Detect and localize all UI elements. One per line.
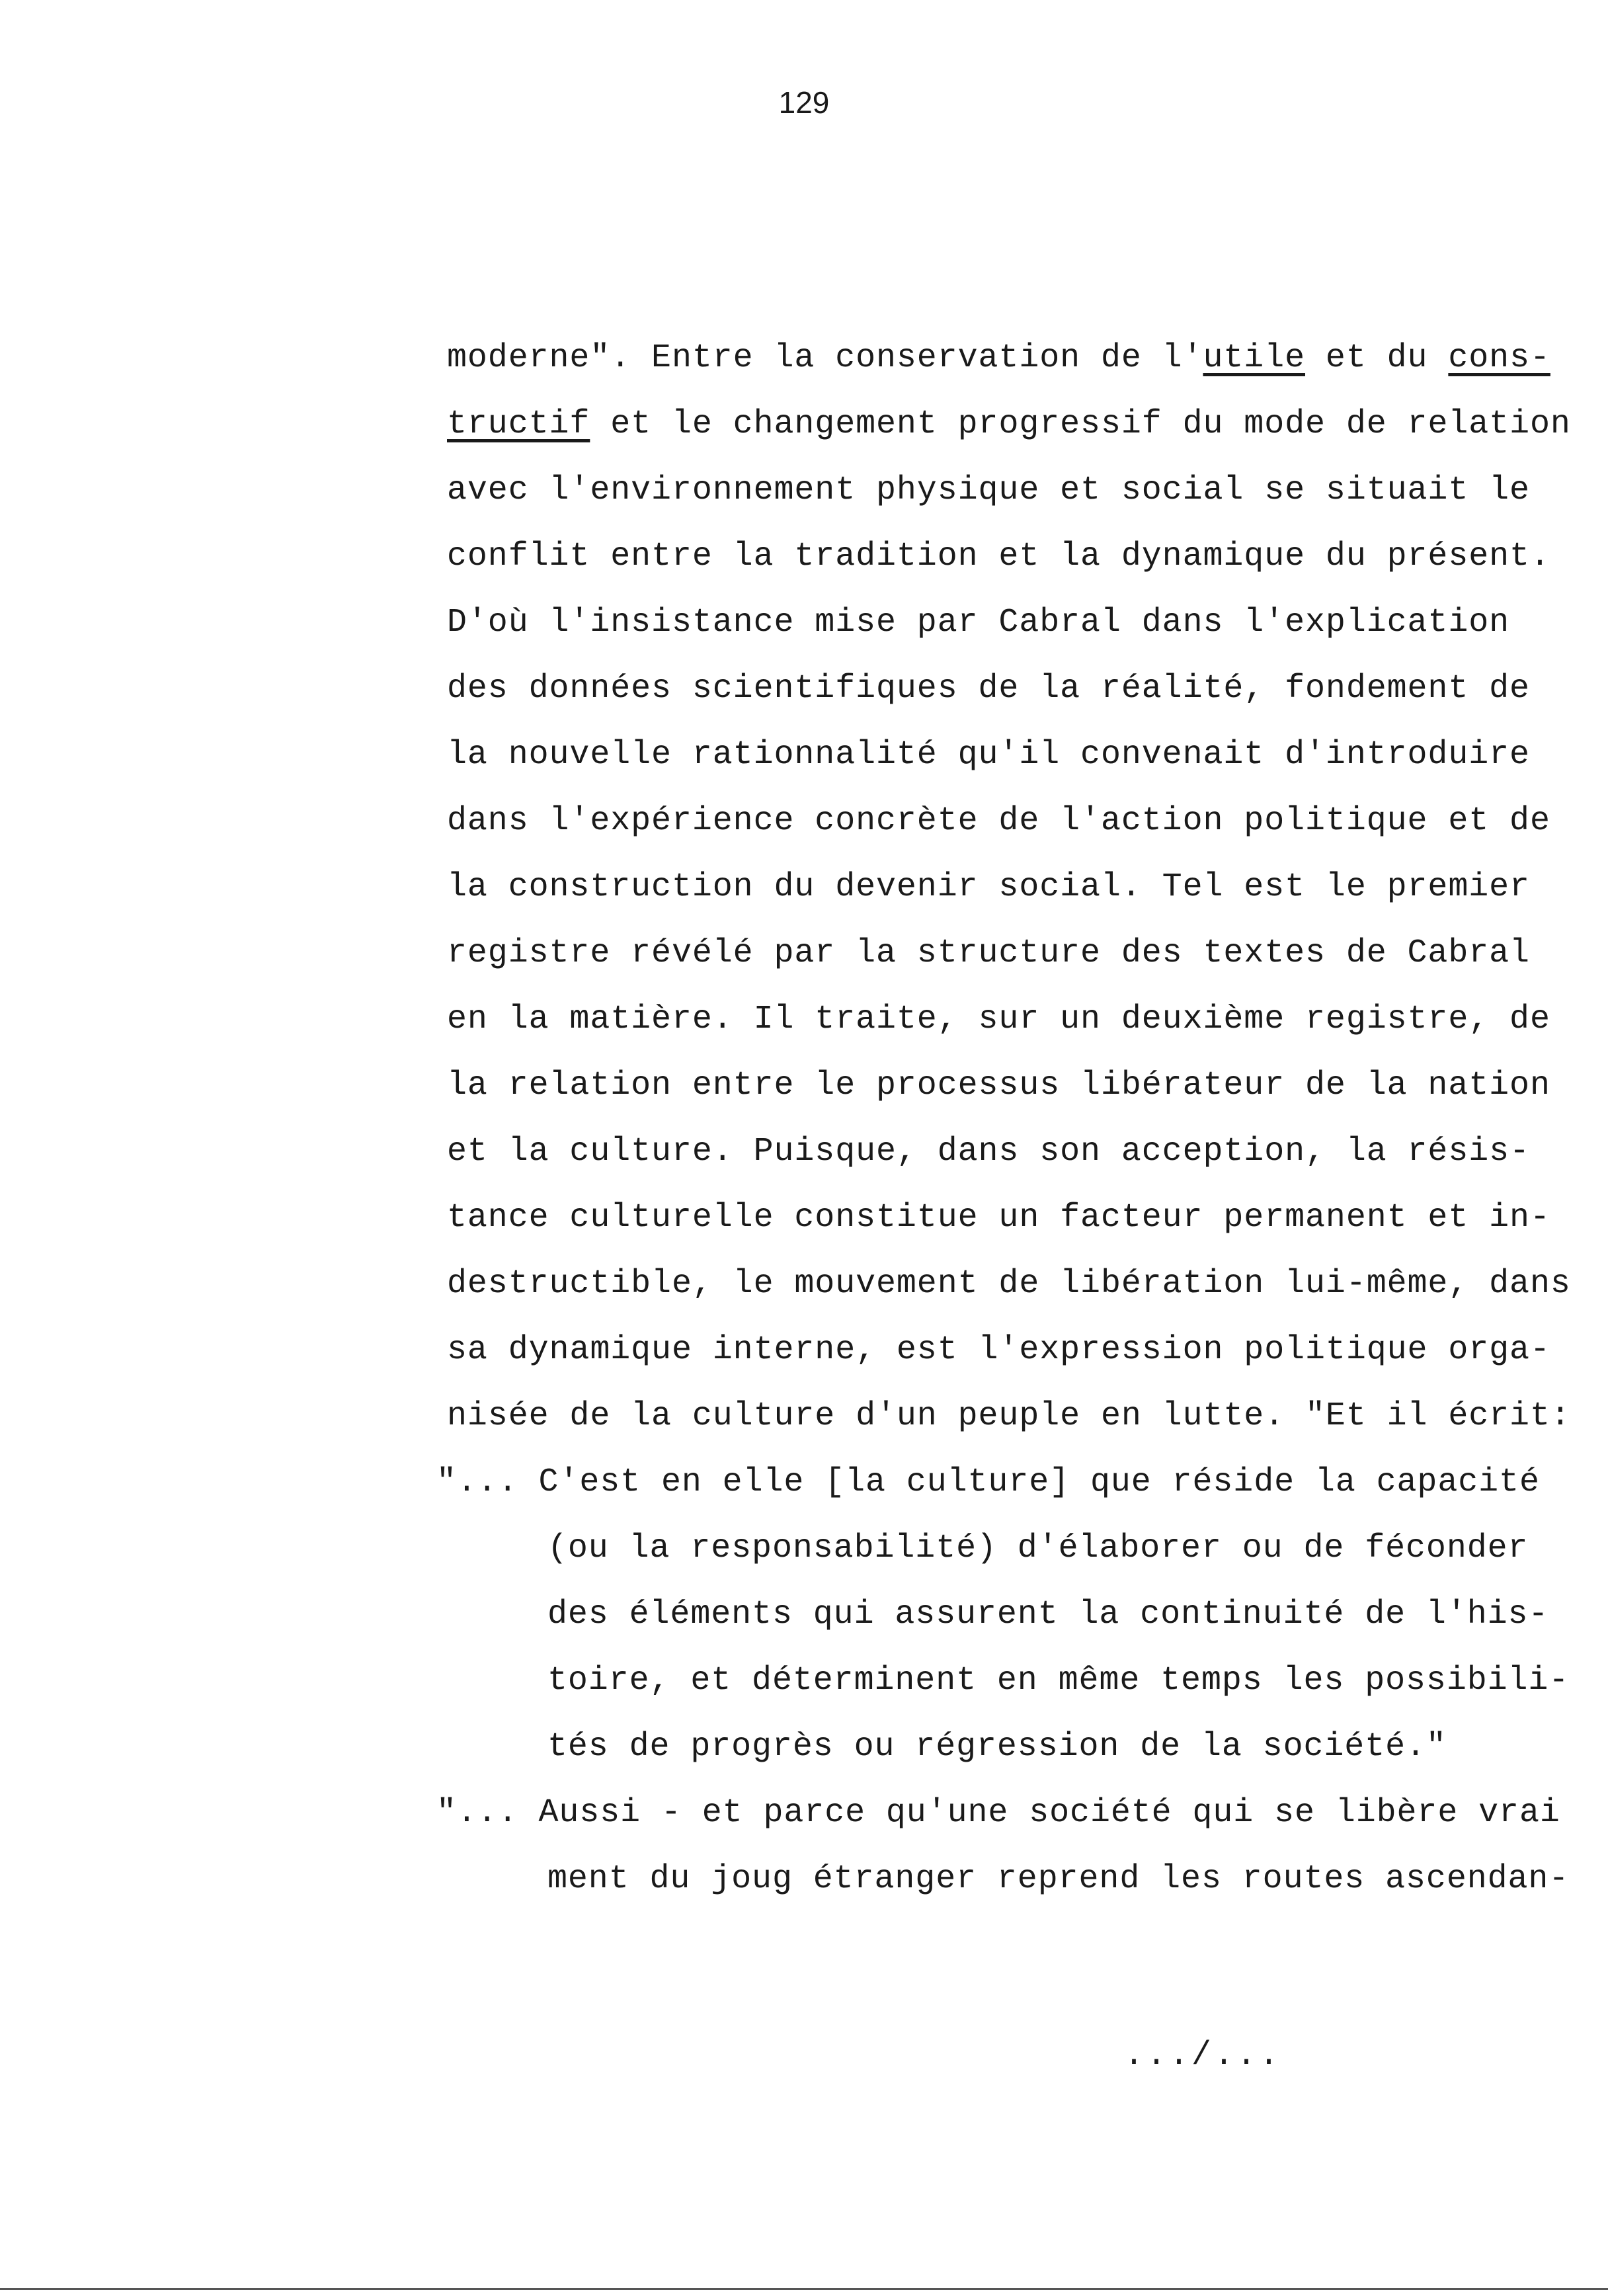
quote-line: (ou la responsabilité) d'élaborer ou de féconder	[547, 1530, 1529, 1567]
paragraph-line: la relation entre le processus libérateur de la nation	[447, 1067, 1550, 1104]
quote-line: toire, et déterminent en même temps les possibili-	[547, 1662, 1570, 1700]
paragraph-line: la nouvelle rationnalité qu'il convenait d'introduire	[447, 736, 1530, 774]
quote-line: "... Aussi - et parce qu'une société qui se libère vrai	[436, 1794, 1560, 1832]
paragraph-line: dans l'expérience concrète de l'action politique et de	[447, 802, 1550, 840]
bottom-rule	[0, 2288, 1608, 2290]
paragraph-line: en la matière. Il traite, sur un deuxième registre, de	[447, 1001, 1550, 1038]
paragraph-line: destructible, le mouvement de libération lui-même, dans	[447, 1265, 1571, 1303]
continuation-mark: .../...	[1124, 2037, 1282, 2074]
quote-line: "... C'est en elle [la culture] que réside la capacité	[436, 1463, 1540, 1501]
underlined-word: tructif	[447, 405, 590, 443]
paragraph-line: des données scientifiques de la réalité, fondement de	[447, 670, 1530, 708]
paragraph-line: nisée de la culture d'un peuple en lutte. "Et il écrit:	[447, 1397, 1571, 1435]
underlined-word: utile	[1203, 339, 1306, 377]
body-text	[436, 325, 1584, 1912]
paragraph-line: moderne". Entre la conservation de l'utile et du cons-	[447, 339, 1550, 377]
quote-line: tés de progrès ou régression de la société."	[547, 1728, 1447, 1766]
paragraph-line: et la culture. Puisque, dans son acception, la résis-	[447, 1133, 1530, 1170]
paragraph-line: tructif et le changement progressif du mode de relation	[447, 405, 1571, 443]
paragraph-line: avec l'environnement physique et social se situait le	[447, 472, 1530, 509]
paragraph-line: registre révélé par la structure des textes de Cabral	[447, 934, 1530, 972]
underlined-word: cons-	[1448, 339, 1550, 377]
page-number: 129	[778, 85, 830, 120]
quote-line: ment du joug étranger reprend les routes ascendan-	[547, 1860, 1570, 1898]
paragraph-line: sa dynamique interne, est l'expression politique orga-	[447, 1331, 1550, 1369]
quote-line: des éléments qui assurent la continuité de l'his-	[547, 1596, 1549, 1633]
paragraph-line: tance culturelle constitue un facteur permanent et in-	[447, 1199, 1550, 1237]
paragraph-line: la construction du devenir social. Tel est le premier	[447, 868, 1530, 906]
paragraph-line: D'où l'insistance mise par Cabral dans l'explication	[447, 604, 1510, 641]
paragraph-line: conflit entre la tradition et la dynamique du présent.	[447, 538, 1550, 575]
